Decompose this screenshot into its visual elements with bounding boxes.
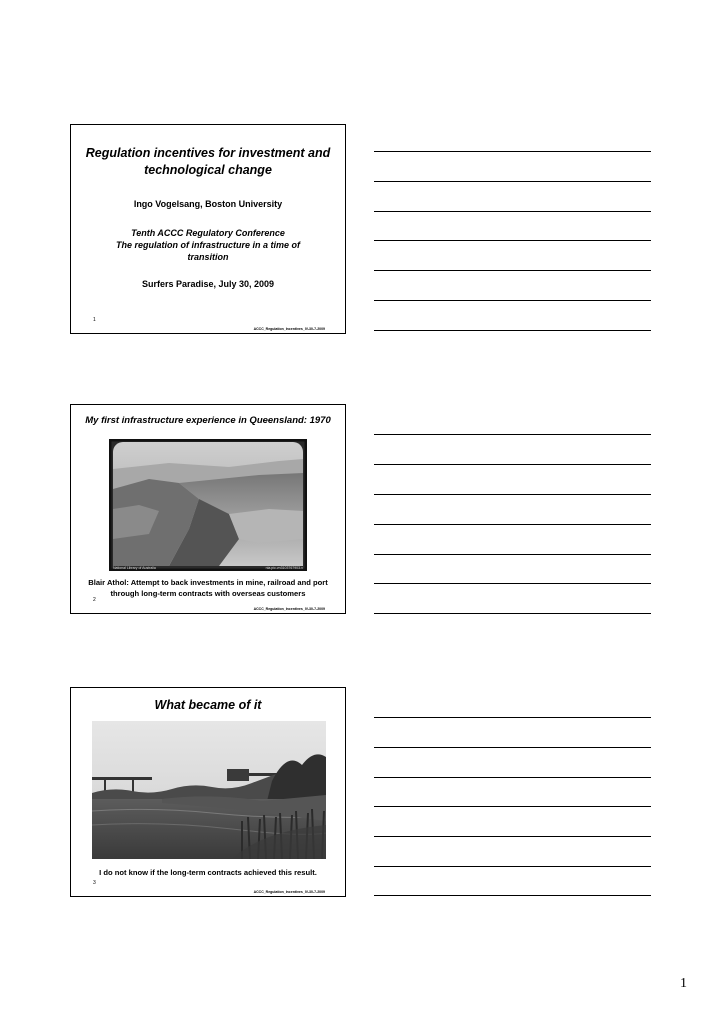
- photo-credit-source: National Library of Australia: [113, 566, 156, 570]
- note-line: [374, 151, 651, 152]
- slide-2-footer: ACCC_Regulation_Incentives_IV-30-7-2009: [253, 607, 325, 611]
- slide-1-location-date: Surfers Paradise, July 30, 2009: [141, 279, 275, 289]
- slide-3-number: 3: [93, 880, 96, 886]
- note-line: [374, 583, 651, 584]
- note-line: [374, 554, 651, 555]
- slide-3: [70, 687, 346, 897]
- note-line: [374, 434, 651, 435]
- photo-credit-id: nla.pic-vn3103767903-v: [265, 566, 303, 570]
- slide-1-title: Regulation incentives for investment and technological change: [85, 146, 331, 177]
- note-line: [374, 836, 651, 837]
- note-line: [374, 777, 651, 778]
- note-line: [374, 300, 651, 301]
- slide-2-caption: Blair Athol: Attempt to back investments in mine, railroad and port through long-term contracts with overseas customers: [88, 578, 328, 598]
- slide-1-conference-theme: The regulation of infrastructure in a time of transition: [115, 240, 301, 262]
- slide-1-author: Ingo Vogelsang, Boston University: [133, 199, 283, 209]
- slide-2-number: 2: [93, 597, 96, 603]
- note-line: [374, 806, 651, 807]
- lake-photo-image: [92, 721, 326, 859]
- mine-photo-image: [109, 439, 307, 571]
- slide-1-footer: ACCC_Regulation_Incentives_IV-30-7-2009: [253, 327, 325, 331]
- note-line: [374, 494, 651, 495]
- note-line: [374, 330, 651, 331]
- note-line: [374, 717, 651, 718]
- slide-2-photo: [109, 439, 307, 571]
- slide-3-caption: I do not know if the long-term contracts achieved this result.: [99, 868, 317, 877]
- note-line: [374, 613, 651, 614]
- note-line: [374, 747, 651, 748]
- slide-1-conference-name: Tenth ACCC Regulatory Conference: [131, 228, 285, 238]
- note-line: [374, 866, 651, 867]
- note-line: [374, 181, 651, 182]
- note-line: [374, 895, 651, 896]
- note-line: [374, 211, 651, 212]
- note-line: [374, 464, 651, 465]
- slide-3-footer: ACCC_Regulation_Incentives_IV-30-7-2009: [253, 890, 325, 894]
- page-number: 1: [680, 976, 687, 991]
- note-line: [374, 270, 651, 271]
- slide-2: [70, 404, 346, 614]
- slide-1: [70, 124, 346, 334]
- slide-2-title: My first infrastructure experience in Queensland: 1970: [85, 415, 331, 426]
- slide-1-number: 1: [93, 317, 96, 323]
- slide-3-title: What became of it: [154, 698, 262, 712]
- slide-3-photo: [92, 721, 326, 859]
- note-line: [374, 524, 651, 525]
- note-line: [374, 240, 651, 241]
